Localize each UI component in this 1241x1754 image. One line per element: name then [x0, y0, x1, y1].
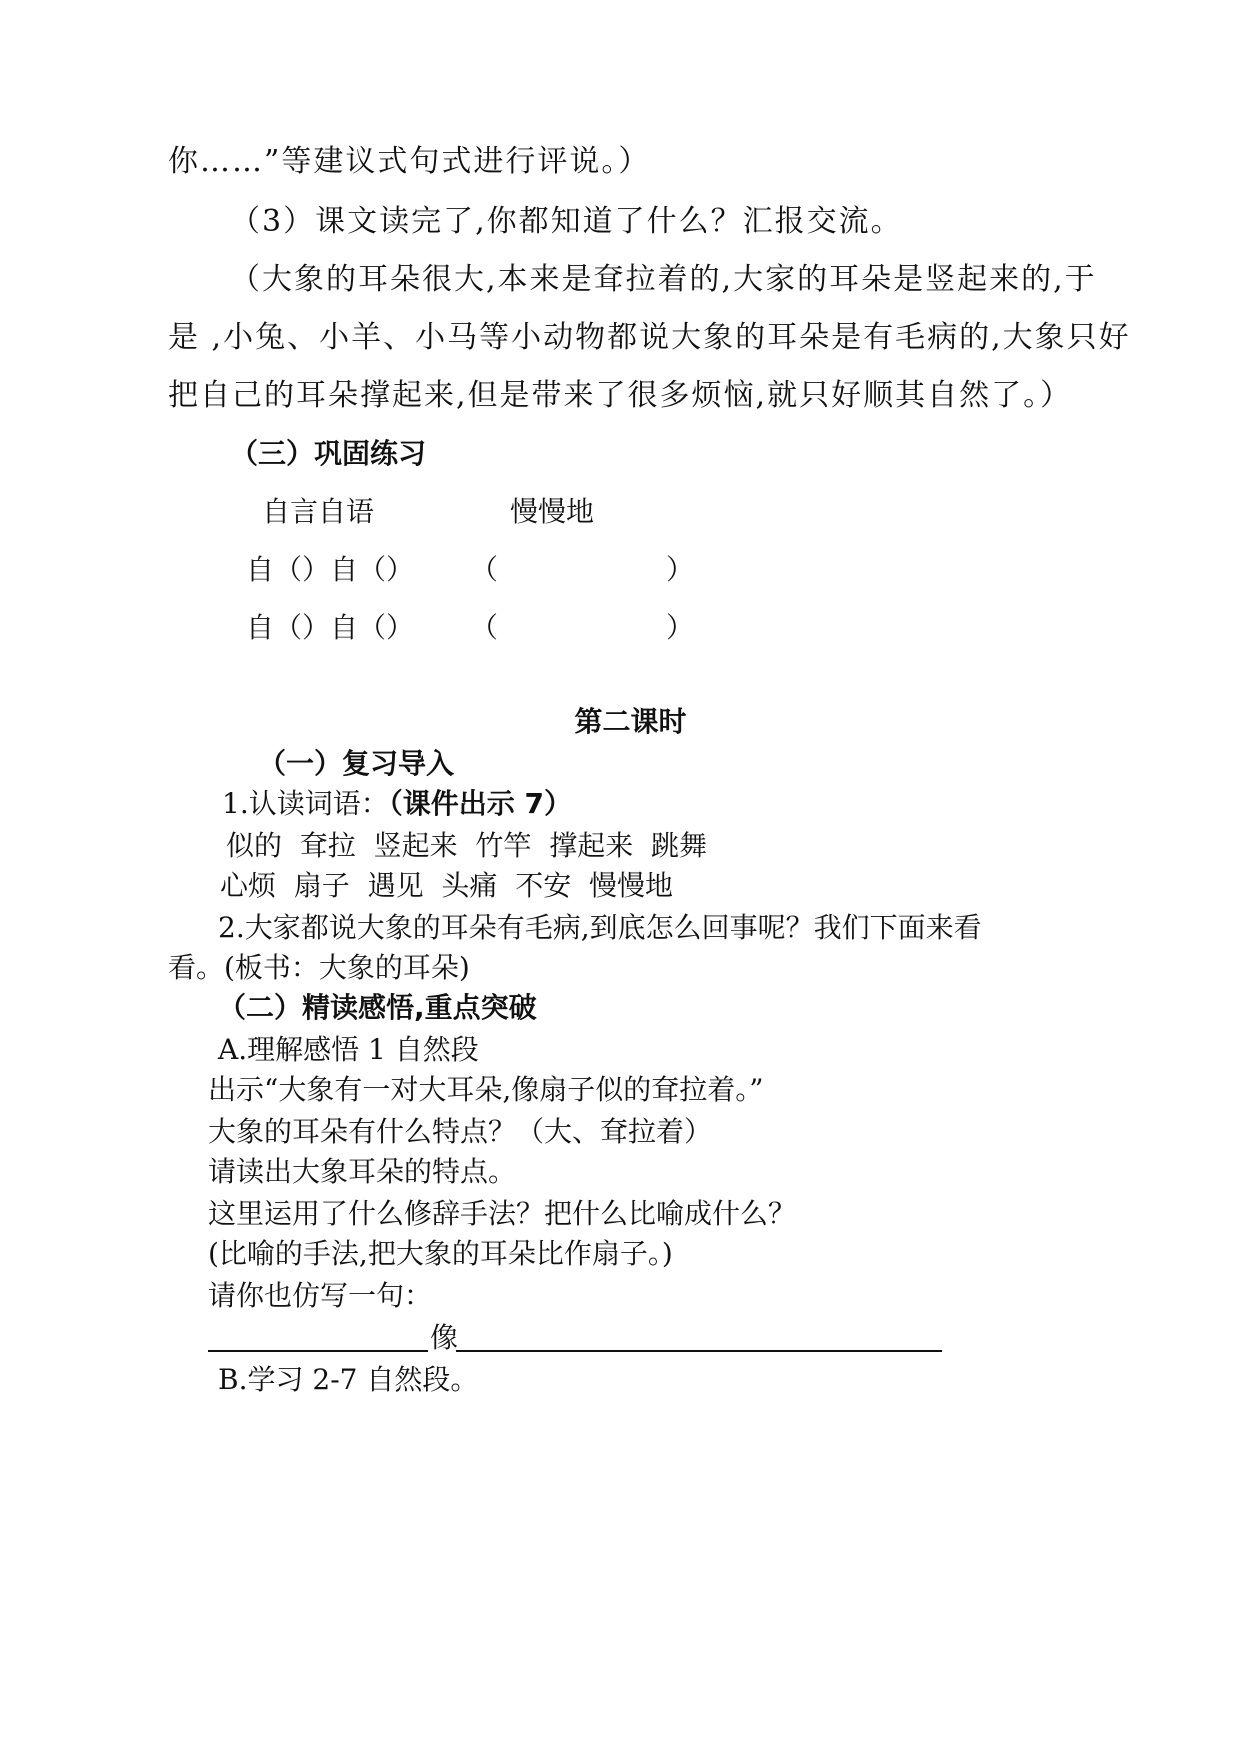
- part-a: A.理解感悟 1 自然段: [218, 1033, 479, 1066]
- words-row-2: 心烦 扇子 遇见 头痛 不安 慢慢地: [220, 869, 674, 902]
- answer-line-3: 把自己的耳朵撑起来,但是带来了很多烦恼,就只好顺其自然了。）: [168, 378, 1073, 413]
- like-character: 像: [430, 1321, 459, 1354]
- fill-left-2: 自（）自（）: [246, 611, 415, 644]
- question-rhetoric: 这里运用了什么修辞手法？把什么比喻成什么？: [208, 1197, 797, 1230]
- lesson-title: 第二课时: [574, 705, 687, 738]
- section-review-heading: （一）复习导入: [258, 747, 455, 780]
- item-1-label: 1.认读词语：: [222, 787, 389, 820]
- imitate-instruction: 请你也仿写一句：: [208, 1279, 433, 1312]
- show-sentence: 出示“大象有一对大耳朵,像扇子似的耷拉着。”: [208, 1073, 764, 1106]
- fill-left-1: 自（）自（）: [246, 553, 415, 586]
- answer-rhetoric: (比喻的手法,把大象的耳朵比作扇子。): [208, 1237, 673, 1270]
- example-left: 自言自语: [262, 495, 375, 528]
- practice-heading: （三）巩固练习: [230, 437, 427, 470]
- read-instruction: 请读出大象耳朵的特点。: [208, 1155, 517, 1188]
- answer-line-1: （大象的耳朵很大,本来是耷拉着的,大家的耳朵是竖起来的,于: [230, 262, 1097, 297]
- fill-right-2: （ ）: [470, 611, 695, 644]
- item-2-line-1: 2.大家都说大象的耳朵有毛病,到底怎么回事呢？我们下面来看: [218, 911, 982, 944]
- example-right: 慢慢地: [510, 495, 595, 528]
- item-1-courseware: （课件出示 7）: [388, 787, 572, 820]
- blank-line-left: [208, 1350, 428, 1352]
- blank-line-right: [456, 1350, 942, 1352]
- question-feature: 大象的耳朵有什么特点？（大、耷拉着）: [208, 1115, 713, 1148]
- text-line-continue: 你……”等建议式句式进行评说。）: [168, 144, 651, 179]
- words-row-1: 似的 耷拉 竖起来 竹竿 撑起来 跳舞: [226, 829, 708, 862]
- section-reading-heading: （二）精读感悟,重点突破: [218, 991, 537, 1024]
- fill-right-1: （ ）: [470, 553, 695, 586]
- question-3: （3）课文读完了,你都知道了什么？汇报交流。: [230, 204, 903, 239]
- answer-line-2: 是 ,小兔、小羊、小马等小动物都说大象的耳朵是有毛病的,大象只好: [168, 320, 1131, 355]
- item-1: [222, 784, 572, 824]
- item-2-line-2: 看。(板书：大象的耳朵): [168, 951, 470, 984]
- part-b: B.学习 2-7 自然段。: [218, 1363, 479, 1396]
